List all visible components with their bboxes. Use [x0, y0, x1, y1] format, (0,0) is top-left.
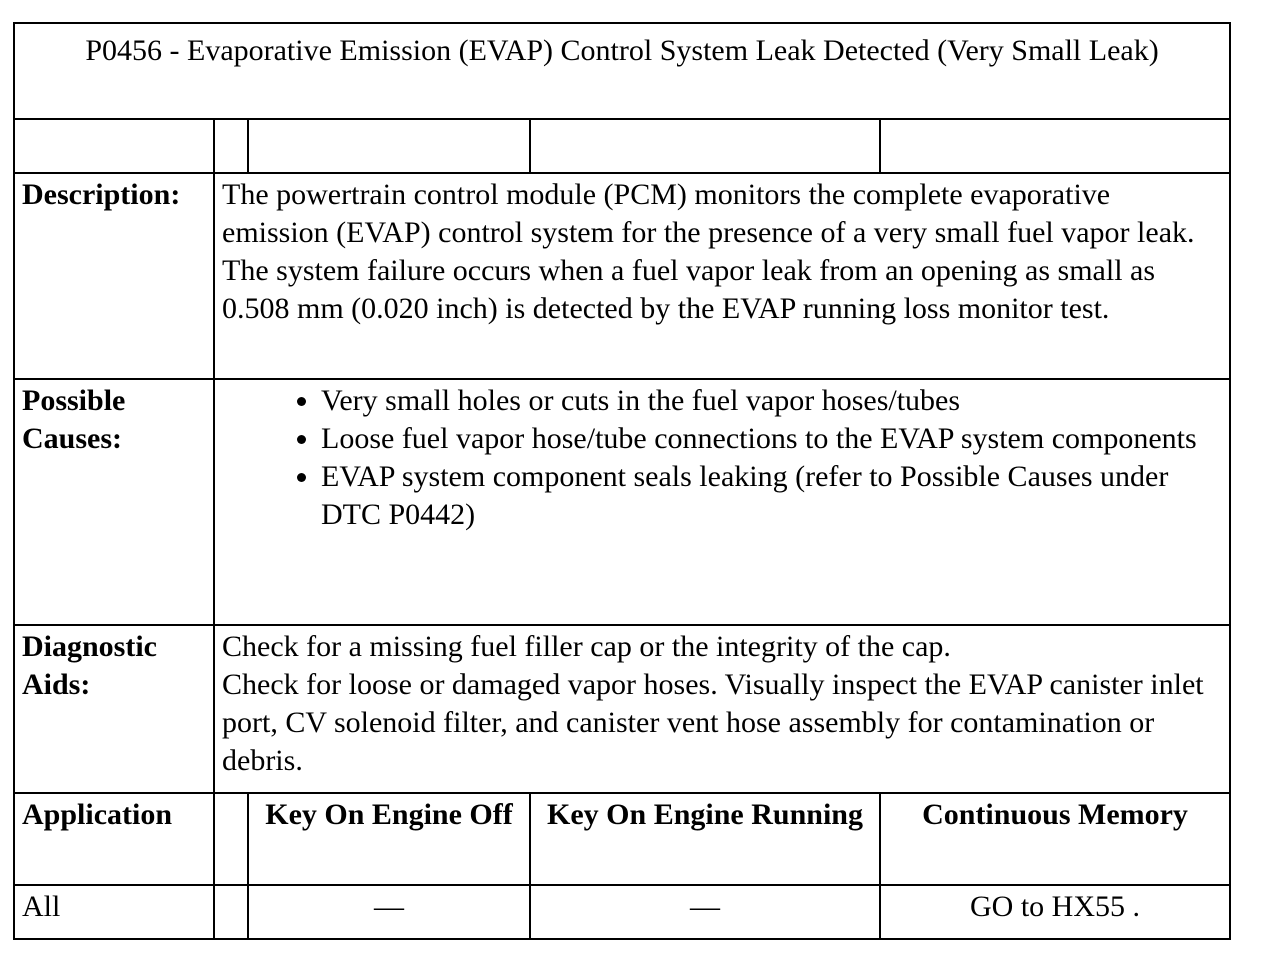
continuous-memory-header: Continuous Memory: [880, 793, 1230, 885]
application-value: All: [14, 885, 214, 939]
spacer-cell: [530, 119, 880, 173]
spacer-cell: [248, 119, 530, 173]
diagnostic-aids-cell: [214, 625, 1230, 793]
description-text: The powertrain control module (PCM) monitors the complete evaporative emission (EVAP) control system for the presence of a very small fuel vapor leak. The system failure occurs when a fuel vapor leak from an opening as small as 0.508 mm (0.020 inch) is detected by the EVAP running loss monitor test.: [214, 173, 1230, 379]
koer-header: Key On Engine Running: [530, 793, 880, 885]
diagnostic-aids-line: Check for loose or damaged vapor hoses. Visually inspect the EVAP canister inlet port, CV solenoid filter, and canister vent hose assembly for contamination or debris.: [222, 668, 1204, 777]
description-label: Description:: [14, 173, 214, 379]
title-row: [14, 23, 1230, 119]
spacer-cell: [214, 793, 248, 885]
koeo-header: Key On Engine Off: [248, 793, 530, 885]
description-row: [14, 173, 1230, 379]
list-item: • Loose fuel vapor hose/tube connections to the EVAP system components: [321, 420, 1222, 458]
possible-causes-cell: [214, 379, 1230, 625]
koer-value: —: [530, 885, 880, 939]
diagnostic-aids-row: [14, 625, 1230, 793]
spacer-cell: [14, 119, 214, 173]
spacer-cell: [880, 119, 1230, 173]
spacer-cell: [214, 885, 248, 939]
application-header: Application: [14, 793, 214, 885]
continuous-memory-value: GO to HX55 .: [880, 885, 1230, 939]
diagnostic-aids-label: Diagnostic Aids:: [14, 625, 214, 793]
application-header-row: [14, 793, 1230, 885]
dtc-title: P0456 - Evaporative Emission (EVAP) Control System Leak Detected (Very Small Leak): [14, 23, 1230, 119]
list-item: • Very small holes or cuts in the fuel vapor hoses/tubes: [321, 382, 1222, 420]
list-item: • EVAP system component seals leaking (refer to Possible Causes under DTC P0442): [321, 458, 1222, 534]
application-data-row: [14, 885, 1230, 939]
spacer-cell: [214, 119, 248, 173]
possible-causes-label: Possible Causes:: [14, 379, 214, 625]
diagnostic-aids-line: Check for a missing fuel filler cap or the integrity of the cap.: [222, 630, 951, 663]
spacer-row: [14, 119, 1230, 173]
dtc-table: [13, 22, 1231, 940]
possible-causes-row: [14, 379, 1230, 625]
possible-causes-list: [222, 382, 1222, 534]
koeo-value: —: [248, 885, 530, 939]
